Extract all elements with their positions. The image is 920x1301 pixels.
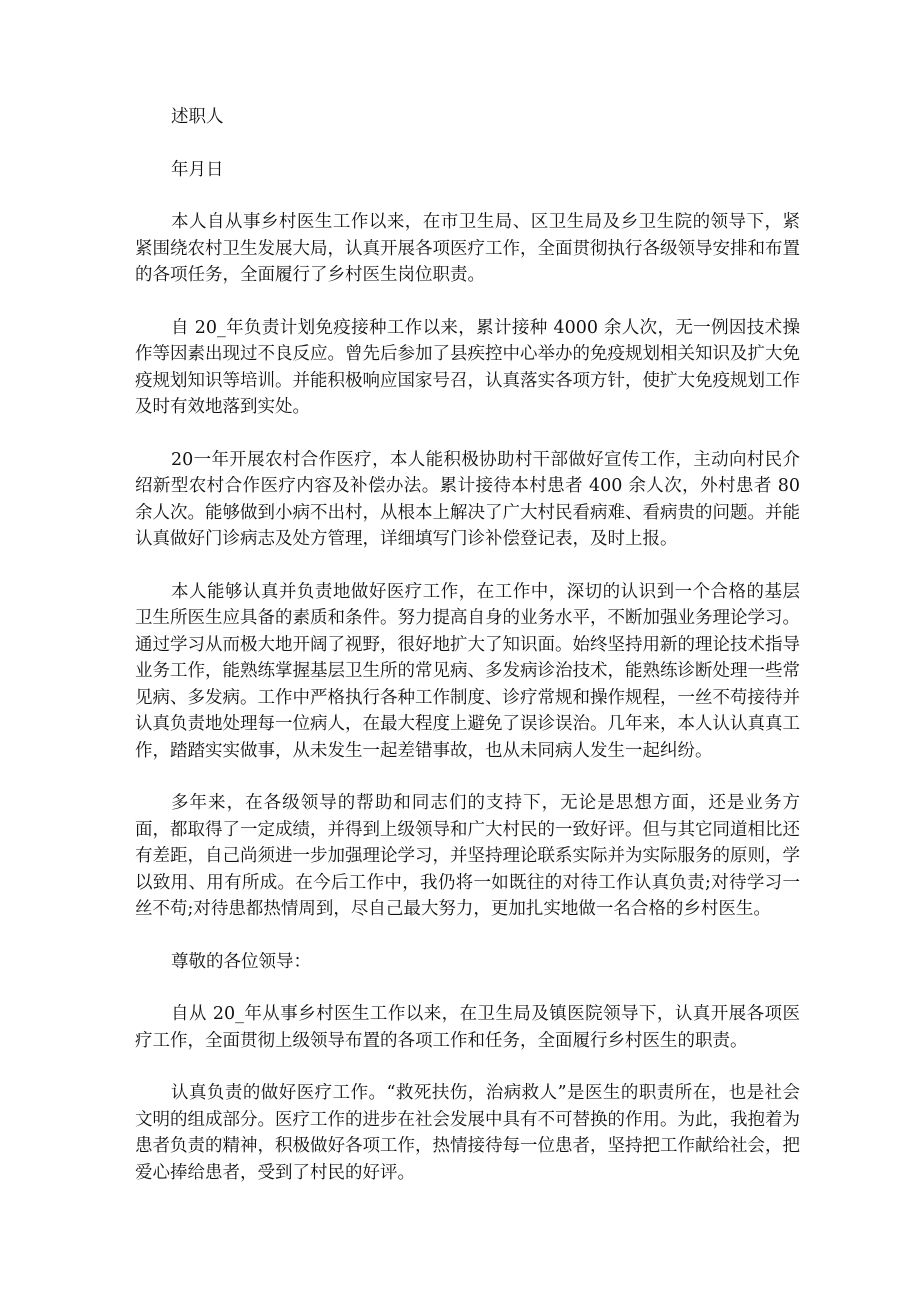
paragraph-summary: 多年来，在各级领导的帮助和同志们的支持下，无论是思想方面，还是业务方面，都取得了一定成绩，并得到上级领导和广大村民的一致好评。但与其它同道相比还有差距，自己尚须进一步加强理论学习，并坚持理论联系实际并为实际服务的原则，学以致用、用有所成。在今后工作中，我仍将一如既往的对待工作认真负责;对待学习一丝不苟;对待患都热情周到，尽自己最大努力，更加扎实地做一名合格的乡村医生。 bbox=[135, 793, 800, 919]
paragraph-responsibility: 认真负责的做好医疗工作。“救死扶伤，治病救人”是医生的职责所在，也是社会文明的组成部分。医疗工作的进步在社会发展中具有不可替换的作用。为此，我抱着为患者负责的精神，积极做好各项工作，热情接待每一位患者，坚持把工作献给社会，把爱心捧给患者，受到了村民的好评。 bbox=[135, 1083, 800, 1183]
paragraph-medical-work: 本人能够认真并负责地做好医疗工作，在工作中，深切的认识到一个合格的基层卫生所医生应具备的素质和条件。努力提高自身的业务水平，不断加强业务理论学习。通过学习从而极大地开阔了视野，很好地扩大了知识面。始终坚持用新的理论技术指导业务工作，能熟练掌握基层卫生所的常见病、多发病诊治技术，能熟练诊断处理一些常见病、多发病。工作中严格执行各种工作制度、诊疗常规和操作规程，一丝不苟接待并认真负责地处理每一位病人，在最大程度上避免了误诊误治。几年来，本人认认真真工作，踏踏实实做事，从未发生一起差错事故，也从未同病人发生一起纠纷。 bbox=[135, 581, 800, 761]
signature-label: 述职人 bbox=[171, 107, 224, 127]
paragraph-cooperative-medical: 20一年开展农村合作医疗，本人能积极协助村干部做好宣传工作，主动向村民介绍新型农村合作医疗内容及补偿办法。累计接待本村患者 400 余人次，外村患者 80 余人次。能够做到小病不出村，从根本上解决了广大村民看病难、看病贵的问题。并能认真做好门诊病志及处方管理，详细填写门诊补偿登记表，及时上报。 bbox=[135, 449, 800, 549]
paragraph-immunization: 自 20_年负责计划免疫接种工作以来，累计接种 4000 余人次，无一例因技术操作等因素出现过不良反应。曾先后参加了县疾控中心举办的免疫规划相关知识及扩大免疫规划知识等培训。并能积极响应国家号召，认真落实各项方针，使扩大免疫规划工作及时有效地落到实处。 bbox=[135, 317, 800, 417]
paragraph-intro: 本人自从事乡村医生工作以来，在市卫生局、区卫生局及乡卫生院的领导下，紧紧围绕农村卫生发展大局，认真开展各项医疗工作，全面贯彻执行各级领导安排和布置的各项任务，全面履行了乡村医生岗位职责。 bbox=[135, 212, 800, 285]
salutation: 尊敬的各位领导： bbox=[171, 951, 311, 972]
paragraph-second-intro: 自从 20_年从事乡村医生工作以来，在卫生局及镇医院领导下，认真开展各项医疗工作，全面贯彻上级领导布置的各项工作和任务，全面履行乡村医生的职责。 bbox=[135, 1004, 800, 1051]
date-label: 年月日 bbox=[171, 159, 224, 180]
document-body bbox=[135, 104, 800, 1212]
